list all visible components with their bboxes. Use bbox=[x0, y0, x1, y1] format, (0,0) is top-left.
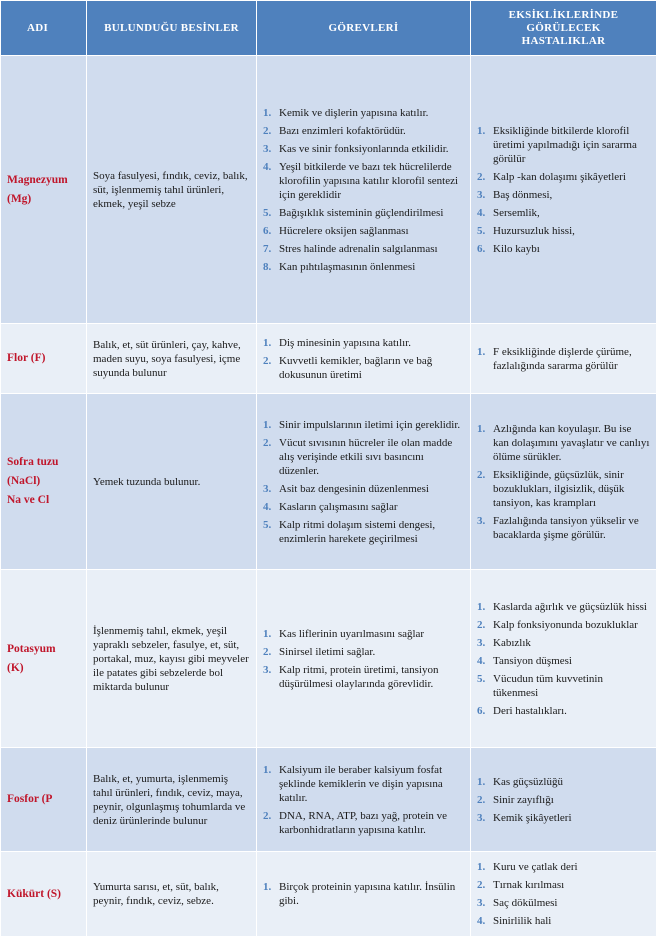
list-item-number: 2. bbox=[263, 436, 271, 450]
mineral-name bbox=[1, 570, 87, 748]
list-item-number: 2. bbox=[263, 124, 271, 138]
list-item bbox=[477, 672, 650, 700]
list-item-text: Kemik ve dişlerin yapısına katılır. bbox=[279, 107, 428, 119]
list-item-text: Vücudun tüm kuvvetinin tükenmesi bbox=[493, 673, 603, 699]
mineral-sources: İşlenmemiş tahıl, ekmek, yeşil yapraklı sebzeler, fasulye, et, süt, portakal, muz, kayısı gibi meyveler ile patates gibi sebzelerde bol miktarda bulunur bbox=[87, 570, 257, 748]
list-item bbox=[477, 206, 650, 220]
list-item bbox=[263, 224, 464, 238]
list-item-text: Sinir zayıflığı bbox=[493, 794, 554, 806]
list-item-text: Sersemlik, bbox=[493, 207, 540, 219]
list-item-text: Diş minesinin yapısına katılır. bbox=[279, 337, 411, 349]
list-item bbox=[477, 896, 650, 910]
list-item-number: 4. bbox=[477, 206, 485, 220]
list-item-text: Deri hastalıkları. bbox=[493, 705, 567, 717]
list-item-text: Kilo kaybı bbox=[493, 243, 540, 255]
list-item-text: Sinirlilik hali bbox=[493, 915, 551, 927]
header-functions: GÖREVLERİ bbox=[257, 1, 471, 56]
list-item-number: 4. bbox=[263, 160, 271, 174]
list-item-number: 3. bbox=[477, 896, 485, 910]
functions-list bbox=[263, 336, 464, 382]
list-item-number: 1. bbox=[263, 763, 271, 777]
list-item-number: 1. bbox=[263, 627, 271, 641]
list-item-text: Kalp ritmi, protein üretimi, tansiyon düşürülmesi olaylarında görevlidir. bbox=[279, 664, 438, 690]
list-item-number: 1. bbox=[263, 418, 271, 432]
list-item bbox=[263, 880, 464, 908]
diseases-list bbox=[477, 345, 650, 373]
list-item-number: 2. bbox=[263, 354, 271, 368]
diseases-list bbox=[477, 775, 650, 825]
list-item-text: Sinirsel iletimi sağlar. bbox=[279, 646, 375, 658]
list-item-text: Bağışıklık sisteminin güçlendirilmesi bbox=[279, 207, 443, 219]
list-item-text: Kabızlık bbox=[493, 637, 531, 649]
list-item-text: Azlığında kan koyulaşır. Bu ise kan dolaşımını yavaşlatır ve canlıyı ölüme sürükler. bbox=[493, 423, 649, 463]
mineral-diseases bbox=[471, 394, 656, 570]
list-item bbox=[477, 878, 650, 892]
mineral-name bbox=[1, 394, 87, 570]
list-item bbox=[263, 763, 464, 805]
list-item-number: 3. bbox=[477, 811, 485, 825]
list-item-text: Sinir impulslarının iletimi için gereklidir. bbox=[279, 419, 460, 431]
list-item-text: Saç dökülmesi bbox=[493, 897, 557, 909]
diseases-list bbox=[477, 860, 650, 928]
mineral-name bbox=[1, 748, 87, 852]
list-item bbox=[263, 663, 464, 691]
list-item bbox=[263, 518, 464, 546]
list-item-number: 4. bbox=[477, 914, 485, 928]
mineral-name-line: (NaCl) bbox=[7, 472, 80, 491]
list-item-number: 2. bbox=[477, 170, 485, 184]
list-item-text: F eksikliğinde dişlerde çürüme, fazlalığında sararma görülür bbox=[493, 346, 632, 372]
header-name: ADI bbox=[1, 1, 87, 56]
list-item-text: Kaslarda ağırlık ve güçsüzlük hissi bbox=[493, 601, 647, 613]
list-item-number: 2. bbox=[477, 468, 485, 482]
list-item-number: 2. bbox=[477, 618, 485, 632]
mineral-name-line: Flor (F) bbox=[7, 349, 80, 368]
list-item bbox=[263, 418, 464, 432]
mineral-sources: Balık, et, süt ürünleri, çay, kahve, maden suyu, soya fasulyesi, içme suyunda bulunur bbox=[87, 324, 257, 394]
list-item-text: Fazlalığında tansiyon yükselir ve bacaklarda şişme görülür. bbox=[493, 515, 639, 541]
list-item-number: 3. bbox=[477, 188, 485, 202]
mineral-sources: Soya fasulyesi, fındık, ceviz, balık, süt, işlenmemiş tahıl ürünleri, ekmek, yeşil sebze bbox=[87, 56, 257, 324]
list-item-text: Kalp fonksiyonunda bozukluklar bbox=[493, 619, 638, 631]
diseases-list bbox=[477, 600, 650, 718]
table-row bbox=[1, 394, 656, 570]
list-item-text: Kasların çalışmasını sağlar bbox=[279, 501, 398, 513]
list-item-text: Kan pıhtılaşmasının önlenmesi bbox=[279, 261, 415, 273]
functions-list bbox=[263, 418, 464, 546]
list-item bbox=[263, 206, 464, 220]
list-item-number: 5. bbox=[263, 206, 271, 220]
header-diseases-line: EKSİKLİKLERİNDE bbox=[475, 9, 652, 22]
list-item-number: 5. bbox=[263, 518, 271, 532]
mineral-sources: Yemek tuzunda bulunur. bbox=[87, 394, 257, 570]
list-item bbox=[263, 242, 464, 256]
list-item-number: 2. bbox=[263, 809, 271, 823]
table-row bbox=[1, 748, 656, 852]
mineral-name bbox=[1, 324, 87, 394]
list-item bbox=[477, 654, 650, 668]
header-diseases bbox=[471, 1, 656, 56]
mineral-name-line: Magnezyum bbox=[7, 171, 80, 190]
mineral-name bbox=[1, 852, 87, 937]
list-item-text: Stres halinde adrenalin salgılanması bbox=[279, 243, 438, 255]
functions-list bbox=[263, 763, 464, 837]
list-item bbox=[263, 627, 464, 641]
diseases-list bbox=[477, 124, 650, 256]
list-item bbox=[263, 260, 464, 274]
list-item-number: 1. bbox=[477, 600, 485, 614]
list-item-number: 1. bbox=[477, 860, 485, 874]
list-item-text: Kas liflerinin uyarılmasını sağlar bbox=[279, 628, 424, 640]
list-item bbox=[477, 188, 650, 202]
header-row bbox=[1, 1, 656, 56]
list-item-number: 5. bbox=[477, 672, 485, 686]
mineral-name-line: Fosfor (P bbox=[7, 790, 80, 809]
list-item-text: Tırnak kırılması bbox=[493, 879, 564, 891]
list-item-text: Kas ve sinir fonksiyonlarında etkilidir. bbox=[279, 143, 449, 155]
header-diseases-line: HASTALIKLAR bbox=[475, 35, 652, 48]
list-item bbox=[477, 811, 650, 825]
list-item-text: Huzursuzluk hissi, bbox=[493, 225, 575, 237]
list-item-number: 6. bbox=[477, 704, 485, 718]
list-item-text: DNA, RNA, ATP, bazı yağ, protein ve karbonhidratların yapısına katılır. bbox=[279, 810, 447, 836]
list-item-text: Kalp -kan dolaşımı şikâyetleri bbox=[493, 171, 626, 183]
list-item-number: 5. bbox=[477, 224, 485, 238]
table-body bbox=[1, 56, 656, 937]
mineral-name-line: Na ve Cl bbox=[7, 491, 80, 510]
list-item-number: 3. bbox=[263, 663, 271, 677]
list-item-number: 3. bbox=[477, 514, 485, 528]
list-item-number: 1. bbox=[477, 345, 485, 359]
list-item bbox=[263, 106, 464, 120]
list-item bbox=[477, 618, 650, 632]
list-item-number: 2. bbox=[477, 878, 485, 892]
list-item bbox=[477, 914, 650, 928]
list-item-number: 1. bbox=[263, 880, 271, 894]
list-item bbox=[477, 775, 650, 789]
list-item-text: Kuru ve çatlak deri bbox=[493, 861, 578, 873]
list-item-number: 2. bbox=[477, 793, 485, 807]
list-item-number: 2. bbox=[263, 645, 271, 659]
mineral-diseases bbox=[471, 748, 656, 852]
header-diseases-line: GÖRÜLECEK bbox=[475, 22, 652, 35]
mineral-name-line: Sofra tuzu bbox=[7, 453, 80, 472]
list-item bbox=[263, 809, 464, 837]
mineral-name-line: Kükürt (S) bbox=[7, 885, 80, 904]
diseases-list bbox=[477, 422, 650, 542]
list-item-text: Kalsiyum ile beraber kalsiyum fosfat şeklinde kemiklerin ve dişin yapısına katılır. bbox=[279, 764, 443, 804]
mineral-functions bbox=[257, 748, 471, 852]
mineral-diseases bbox=[471, 852, 656, 937]
list-item bbox=[477, 422, 650, 464]
mineral-sources: Balık, et, yumurta, işlenmemiş tahıl ürünleri, fındık, ceviz, maya, peynir, olgunlaşmış tohumlarda ve deniz ürünlerinde bulunur bbox=[87, 748, 257, 852]
mineral-diseases bbox=[471, 324, 656, 394]
list-item-text: Kuvvetli kemikler, bağların ve bağ dokusunun üretimi bbox=[279, 355, 432, 381]
list-item bbox=[263, 142, 464, 156]
list-item-number: 4. bbox=[263, 500, 271, 514]
list-item bbox=[477, 468, 650, 510]
list-item-text: Hücrelere oksijen sağlanması bbox=[279, 225, 409, 237]
functions-list bbox=[263, 880, 464, 908]
list-item bbox=[263, 336, 464, 350]
list-item-number: 7. bbox=[263, 242, 271, 256]
list-item bbox=[263, 645, 464, 659]
table-row bbox=[1, 324, 656, 394]
functions-list bbox=[263, 627, 464, 691]
list-item-text: Asit baz dengesinin düzenlenmesi bbox=[279, 483, 429, 495]
mineral-diseases bbox=[471, 570, 656, 748]
list-item-text: Tansiyon düşmesi bbox=[493, 655, 572, 667]
list-item-text: Baş dönmesi, bbox=[493, 189, 552, 201]
list-item bbox=[477, 242, 650, 256]
list-item bbox=[477, 704, 650, 718]
list-item bbox=[477, 793, 650, 807]
mineral-name bbox=[1, 56, 87, 324]
table-row bbox=[1, 852, 656, 937]
list-item bbox=[263, 500, 464, 514]
list-item-number: 8. bbox=[263, 260, 271, 274]
mineral-name-line: (K) bbox=[7, 659, 80, 678]
list-item-number: 1. bbox=[477, 124, 485, 138]
mineral-functions bbox=[257, 324, 471, 394]
list-item-number: 3. bbox=[263, 482, 271, 496]
list-item bbox=[263, 160, 464, 202]
mineral-sources: Yumurta sarısı, et, süt, balık, peynir, fındık, ceviz, sebze. bbox=[87, 852, 257, 937]
list-item-text: Yeşil bitkilerde ve bazı tek hücrelilerde klorofilin yapısına katılır klorofil sentezi için gereklidir bbox=[279, 161, 458, 201]
list-item-number: 4. bbox=[477, 654, 485, 668]
list-item bbox=[477, 345, 650, 373]
list-item bbox=[263, 482, 464, 496]
mineral-functions bbox=[257, 570, 471, 748]
list-item bbox=[477, 170, 650, 184]
mineral-name-line: (Mg) bbox=[7, 190, 80, 209]
list-item-number: 3. bbox=[477, 636, 485, 650]
list-item bbox=[477, 860, 650, 874]
header-sources: BULUNDUĞU BESİNLER bbox=[87, 1, 257, 56]
mineral-functions bbox=[257, 852, 471, 937]
list-item bbox=[263, 436, 464, 478]
list-item bbox=[477, 124, 650, 166]
list-item bbox=[477, 514, 650, 542]
list-item-text: Kemik şikâyetleri bbox=[493, 812, 572, 824]
list-item bbox=[263, 124, 464, 138]
table-row bbox=[1, 570, 656, 748]
list-item-text: Eksikliğinde, güçsüzlük, sinir bozuklukları, ilgisizlik, düşük tansiyon, kas krampları bbox=[493, 469, 624, 509]
list-item bbox=[477, 600, 650, 614]
functions-list bbox=[263, 106, 464, 274]
list-item-number: 1. bbox=[263, 336, 271, 350]
list-item-text: Kalp ritmi dolaşım sistemi dengesi, enzimlerin harekete geçirilmesi bbox=[279, 519, 435, 545]
mineral-functions bbox=[257, 394, 471, 570]
list-item-number: 1. bbox=[477, 775, 485, 789]
list-item bbox=[263, 354, 464, 382]
list-item-text: Birçok proteinin yapısına katılır. İnsülin gibi. bbox=[279, 881, 455, 907]
list-item-text: Vücut sıvısının hücreler ile olan madde alış verişinde etkili sıvı basıncını düzenler. bbox=[279, 437, 452, 477]
list-item-text: Bazı enzimleri kofaktörüdür. bbox=[279, 125, 406, 137]
list-item-number: 1. bbox=[263, 106, 271, 120]
list-item-text: Kas güçsüzlüğü bbox=[493, 776, 563, 788]
list-item-number: 6. bbox=[477, 242, 485, 256]
list-item-number: 3. bbox=[263, 142, 271, 156]
table-row bbox=[1, 56, 656, 324]
list-item-number: 1. bbox=[477, 422, 485, 436]
list-item-number: 6. bbox=[263, 224, 271, 238]
mineral-name-line: Potasyum bbox=[7, 640, 80, 659]
mineral-diseases bbox=[471, 56, 656, 324]
list-item bbox=[477, 224, 650, 238]
list-item bbox=[477, 636, 650, 650]
list-item-text: Eksikliğinde bitkilerde klorofil üretimi yapılmadığı için sararma görülür bbox=[493, 125, 637, 165]
mineral-functions bbox=[257, 56, 471, 324]
